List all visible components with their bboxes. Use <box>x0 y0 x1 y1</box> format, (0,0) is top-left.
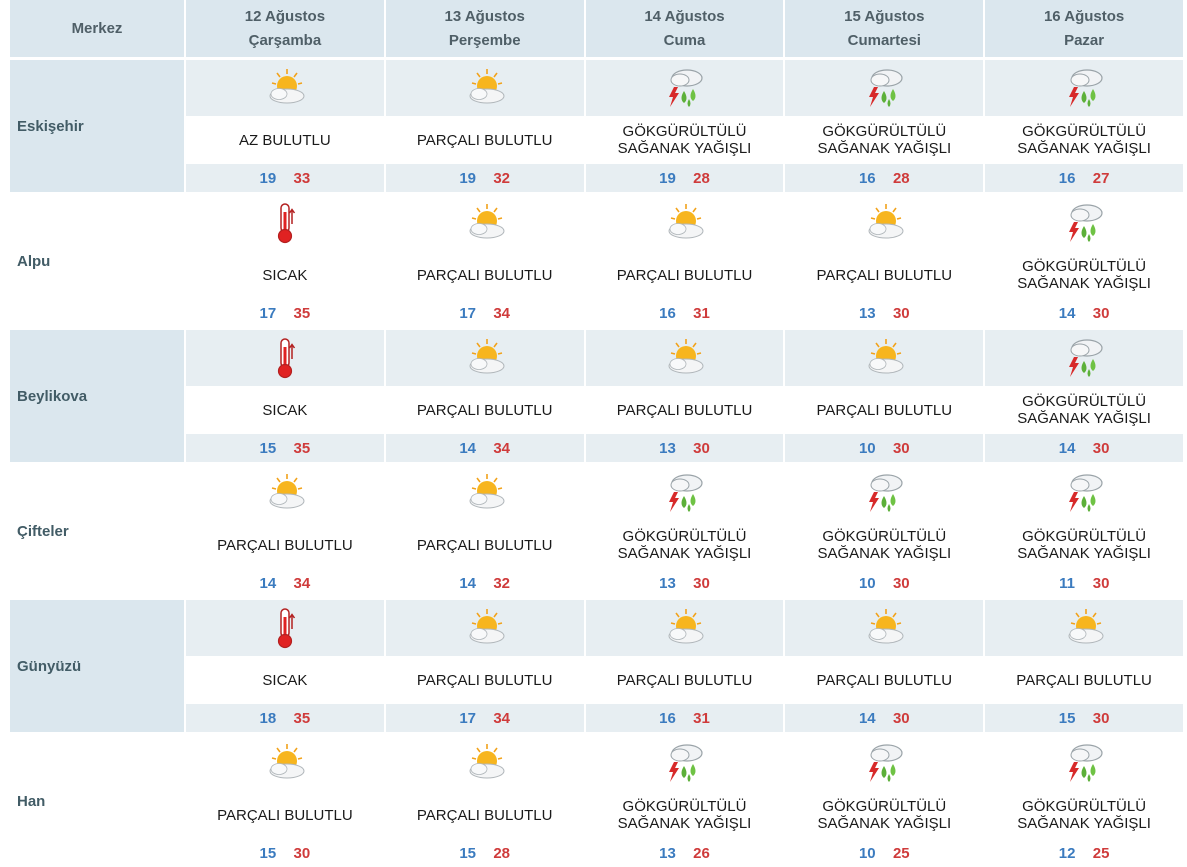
min-temp: 13 <box>659 844 676 862</box>
temperature-cell <box>985 434 1183 462</box>
max-temp: 33 <box>293 169 311 187</box>
min-temp: 10 <box>858 439 876 457</box>
weather-desc-line1: PARÇALI BULUTLU <box>816 671 953 689</box>
weather-description <box>586 116 784 164</box>
weather-desc-line2: SAĞANAK YAĞIŞLI <box>1017 815 1151 832</box>
forecast-body <box>10 60 1183 867</box>
max-temp: 35 <box>293 439 311 457</box>
forecast-temp-row <box>10 704 1183 732</box>
weather-desc-line1: PARÇALI BULUTLU <box>1016 671 1152 689</box>
weather-description <box>985 656 1183 704</box>
weather-desc-line1: PARÇALI BULUTLU <box>416 401 553 419</box>
forecast-icon-row <box>10 195 1183 251</box>
header-day-2 <box>386 0 584 60</box>
thermometer-hot-icon <box>261 335 309 381</box>
header-date: 14 Ağustos <box>644 7 725 25</box>
city-name: Günyüzü <box>10 600 184 732</box>
weather-desc-line1: GÖKGÜRÜLTÜLÜ <box>1022 123 1147 140</box>
min-temp: 14 <box>1058 439 1076 457</box>
min-temp: 10 <box>858 574 876 592</box>
temperature-cell <box>785 299 983 327</box>
thunderstorm-icon <box>860 65 908 111</box>
temperature-cell <box>586 299 784 327</box>
partly-cloudy-icon <box>261 470 309 516</box>
temperature-cell <box>785 434 983 462</box>
forecast-temp-row <box>10 299 1183 327</box>
min-temp: 10 <box>858 844 876 862</box>
temperature-cell <box>985 164 1183 192</box>
weather-desc-line1: PARÇALI BULUTLU <box>416 671 553 689</box>
partly-cloudy-icon <box>660 605 708 651</box>
max-temp: 28 <box>892 169 910 187</box>
max-temp: 30 <box>892 439 910 457</box>
partly-cloudy-icon <box>461 200 509 246</box>
forecast-icon-row <box>10 330 1183 386</box>
temperature-cell <box>186 569 384 597</box>
weather-desc-line1: GÖKGÜRÜLTÜLÜ <box>1022 798 1147 815</box>
temperature-cell <box>785 164 983 192</box>
weather-icon-cell <box>586 60 784 116</box>
weather-description <box>186 386 384 434</box>
max-temp: 30 <box>693 439 710 457</box>
weather-desc-line1: AZ BULUTLU <box>239 131 331 149</box>
max-temp: 30 <box>892 574 910 592</box>
weather-desc-line1: GÖKGÜRÜLTÜLÜ <box>822 123 947 140</box>
weather-desc-line1: SICAK <box>262 671 308 689</box>
weather-description <box>985 251 1183 299</box>
weather-description <box>785 251 983 299</box>
temperature-cell <box>186 434 384 462</box>
partly-cloudy-icon <box>461 65 509 111</box>
temperature-cell <box>586 704 784 732</box>
forecast-temp-row <box>10 164 1183 192</box>
max-temp: 30 <box>1092 304 1110 322</box>
city-name: Çifteler <box>17 522 69 540</box>
header-city-label: Merkez <box>10 0 184 60</box>
header-weekday: Cuma <box>663 31 706 49</box>
forecast-icon-row <box>10 735 1183 791</box>
thunderstorm-icon <box>1060 470 1108 516</box>
weather-desc-line1: GÖKGÜRÜLTÜLÜ <box>622 798 747 815</box>
max-temp: 34 <box>493 709 511 727</box>
max-temp: 27 <box>1092 169 1110 187</box>
min-temp: 14 <box>1058 304 1076 322</box>
weather-desc-line2: SAĞANAK YAĞIŞLI <box>1017 410 1151 427</box>
forecast-temp-row <box>10 839 1183 867</box>
min-temp: 17 <box>459 709 477 727</box>
weather-description <box>985 116 1183 164</box>
partly-cloudy-icon <box>660 335 708 381</box>
weather-icon-cell <box>586 465 784 521</box>
min-temp: 11 <box>1059 574 1076 592</box>
thunderstorm-icon <box>860 740 908 786</box>
weather-description <box>386 251 584 299</box>
thunderstorm-icon <box>1060 740 1108 786</box>
weather-icon-cell <box>785 735 983 791</box>
header-day-4 <box>785 0 983 60</box>
partly-cloudy-icon <box>261 740 309 786</box>
forecast-desc-row <box>10 521 1183 569</box>
weather-desc-line1: PARÇALI BULUTLU <box>217 536 353 554</box>
weather-desc-line2: SAĞANAK YAĞIŞLI <box>617 140 752 157</box>
weather-icon-cell <box>386 60 584 116</box>
forecast-desc-row <box>10 386 1183 434</box>
weather-description <box>586 251 784 299</box>
min-temp: 14 <box>459 574 477 592</box>
min-temp: 15 <box>459 844 477 862</box>
weather-desc-line1: PARÇALI BULUTLU <box>217 806 353 824</box>
min-temp: 16 <box>858 169 876 187</box>
weather-desc-line2: SAĞANAK YAĞIŞLI <box>1017 140 1151 157</box>
weather-desc-line2: SAĞANAK YAĞIŞLI <box>617 545 752 562</box>
header-weekday: Çarşamba <box>248 31 322 49</box>
min-temp: 16 <box>659 709 676 727</box>
weather-description <box>386 521 584 569</box>
weather-icon-cell <box>386 465 584 521</box>
weather-desc-line1: PARÇALI BULUTLU <box>616 266 753 284</box>
max-temp: 28 <box>493 844 511 862</box>
min-temp: 19 <box>459 169 477 187</box>
partly-cloudy-icon <box>461 740 509 786</box>
thunderstorm-icon <box>660 65 708 111</box>
weather-desc-line1: PARÇALI BULUTLU <box>416 266 553 284</box>
weather-description <box>186 656 384 704</box>
partly-cloudy-icon <box>860 335 908 381</box>
weather-desc-line1: PARÇALI BULUTLU <box>416 536 553 554</box>
weather-icon-cell <box>186 195 384 251</box>
partly-cloudy-icon <box>461 470 509 516</box>
weather-desc-line1: GÖKGÜRÜLTÜLÜ <box>1022 528 1147 545</box>
partly-cloudy-icon <box>860 200 908 246</box>
temperature-cell <box>586 164 784 192</box>
weather-icon-cell <box>586 195 784 251</box>
weather-description <box>186 791 384 839</box>
weather-icon-cell <box>586 600 784 656</box>
weather-icon-cell <box>985 195 1183 251</box>
weather-description <box>586 791 784 839</box>
temperature-cell <box>386 839 584 867</box>
weather-icon-cell <box>386 735 584 791</box>
temperature-cell <box>586 839 784 867</box>
weather-desc-line1: GÖKGÜRÜLTÜLÜ <box>622 123 747 140</box>
max-temp: 34 <box>293 574 311 592</box>
weather-description <box>785 386 983 434</box>
forecast-desc-row <box>10 116 1183 164</box>
weather-description <box>985 521 1183 569</box>
min-temp: 15 <box>259 844 277 862</box>
weather-desc-line1: GÖKGÜRÜLTÜLÜ <box>822 528 947 545</box>
forecast-temp-row <box>10 434 1183 462</box>
temperature-cell <box>785 569 983 597</box>
forecast-desc-row <box>10 251 1183 299</box>
weather-desc-line1: PARÇALI BULUTLU <box>416 806 553 824</box>
max-temp: 30 <box>892 709 910 727</box>
weather-desc-line1: PARÇALI BULUTLU <box>616 401 753 419</box>
max-temp: 25 <box>1092 844 1110 862</box>
weather-icon-cell <box>386 600 584 656</box>
header-weekday: Pazar <box>1064 31 1105 49</box>
min-temp: 14 <box>858 709 876 727</box>
max-temp: 35 <box>293 304 311 322</box>
weather-desc-line1: SICAK <box>262 266 308 284</box>
weather-desc-line2: SAĞANAK YAĞIŞLI <box>817 545 952 562</box>
temperature-cell <box>985 839 1183 867</box>
header-date: 12 Ağustos <box>244 7 326 25</box>
header-date: 16 Ağustos <box>1043 7 1125 25</box>
weather-icon-cell <box>985 735 1183 791</box>
min-temp: 17 <box>459 304 477 322</box>
forecast-icon-row <box>10 465 1183 521</box>
thermometer-hot-icon <box>261 200 309 246</box>
max-temp: 32 <box>493 574 511 592</box>
temperature-cell <box>586 569 784 597</box>
weather-icon-cell <box>386 195 584 251</box>
weather-icon-cell <box>785 195 983 251</box>
weather-desc-line1: PARÇALI BULUTLU <box>816 401 953 419</box>
city-name: Beylikova <box>10 330 184 462</box>
weather-description <box>586 386 784 434</box>
weather-desc-line2: SAĞANAK YAĞIŞLI <box>1017 275 1151 292</box>
weather-desc-line1: GÖKGÜRÜLTÜLÜ <box>822 798 947 815</box>
min-temp: 19 <box>659 169 676 187</box>
max-temp: 30 <box>693 574 710 592</box>
thermometer-hot-icon <box>261 605 309 651</box>
weather-description <box>785 656 983 704</box>
min-temp: 15 <box>259 439 277 457</box>
weather-description <box>386 791 584 839</box>
temperature-cell <box>386 434 584 462</box>
min-temp: 15 <box>1058 709 1076 727</box>
header-day-5 <box>985 0 1183 60</box>
max-temp: 30 <box>1092 574 1110 592</box>
weather-desc-line1: GÖKGÜRÜLTÜLÜ <box>1022 393 1147 410</box>
min-temp: 13 <box>858 304 876 322</box>
header-weekday: Cumartesi <box>847 31 921 49</box>
min-temp: 13 <box>659 439 676 457</box>
thunderstorm-icon <box>1060 200 1108 246</box>
weather-desc-line1: GÖKGÜRÜLTÜLÜ <box>1022 258 1147 275</box>
min-temp: 16 <box>1058 169 1076 187</box>
max-temp: 30 <box>892 304 910 322</box>
weather-desc-line1: SICAK <box>262 401 308 419</box>
forecast-table <box>8 0 1185 867</box>
forecast-desc-row <box>10 791 1183 839</box>
max-temp: 31 <box>693 709 710 727</box>
temperature-cell <box>985 704 1183 732</box>
max-temp: 31 <box>693 304 710 322</box>
partly-cloudy-icon <box>461 335 509 381</box>
weather-icon-cell <box>985 600 1183 656</box>
thunderstorm-icon <box>660 740 708 786</box>
weather-icon-cell <box>985 330 1183 386</box>
city-name: Eskişehir <box>10 60 184 192</box>
min-temp: 14 <box>259 574 277 592</box>
weather-description <box>985 791 1183 839</box>
weather-icon-cell <box>386 330 584 386</box>
forecast-desc-row <box>10 656 1183 704</box>
min-temp: 16 <box>659 304 676 322</box>
max-temp: 28 <box>693 169 710 187</box>
partly-cloudy-icon <box>660 200 708 246</box>
weather-icon-cell <box>785 330 983 386</box>
weather-icon-cell <box>785 600 983 656</box>
temperature-cell <box>785 704 983 732</box>
weather-description <box>785 791 983 839</box>
weather-icon-cell <box>186 735 384 791</box>
weather-desc-line1: GÖKGÜRÜLTÜLÜ <box>622 528 747 545</box>
temperature-cell <box>186 164 384 192</box>
forecast-table-container <box>10 0 1187 867</box>
weather-description <box>386 656 584 704</box>
weather-icon-cell <box>985 465 1183 521</box>
thunderstorm-icon <box>860 470 908 516</box>
thunderstorm-icon <box>660 470 708 516</box>
weather-desc-line2: SAĞANAK YAĞIŞLI <box>617 815 752 832</box>
weather-description <box>186 116 384 164</box>
weather-description <box>586 521 784 569</box>
temperature-cell <box>186 299 384 327</box>
weather-icon-cell <box>785 60 983 116</box>
max-temp: 32 <box>493 169 511 187</box>
weather-description <box>386 116 584 164</box>
temperature-cell <box>386 299 584 327</box>
max-temp: 30 <box>1092 709 1110 727</box>
weather-icon-cell <box>785 465 983 521</box>
thunderstorm-icon <box>1060 65 1108 111</box>
temperature-cell <box>785 839 983 867</box>
weather-icon-cell <box>186 465 384 521</box>
temperature-cell <box>386 164 584 192</box>
temperature-cell <box>386 569 584 597</box>
forecast-icon-row <box>10 600 1183 656</box>
weather-desc-line2: SAĞANAK YAĞIŞLI <box>817 140 952 157</box>
min-temp: 18 <box>259 709 277 727</box>
max-temp: 26 <box>693 844 710 862</box>
weather-icon-cell <box>186 600 384 656</box>
forecast-icon-row <box>10 60 1183 116</box>
header-weekday: Perşembe <box>448 31 521 49</box>
weather-desc-line1: PARÇALI BULUTLU <box>816 266 953 284</box>
weather-description <box>586 656 784 704</box>
max-temp: 35 <box>293 709 311 727</box>
min-temp: 13 <box>659 574 676 592</box>
forecast-temp-row <box>10 569 1183 597</box>
temperature-cell <box>186 704 384 732</box>
weather-desc-line1: PARÇALI BULUTLU <box>416 131 553 149</box>
header-day-1 <box>186 0 384 60</box>
header-day-3 <box>586 0 784 60</box>
weather-desc-line2: SAĞANAK YAĞIŞLI <box>1017 545 1151 562</box>
min-temp: 17 <box>259 304 277 322</box>
partly-cloudy-icon <box>860 605 908 651</box>
city-name: Han <box>17 792 46 810</box>
city-name: Alpu <box>17 252 51 270</box>
weather-desc-line1: PARÇALI BULUTLU <box>616 671 753 689</box>
temperature-cell <box>586 434 784 462</box>
partly-cloudy-icon <box>461 605 509 651</box>
temperature-cell <box>386 704 584 732</box>
max-temp: 34 <box>493 304 511 322</box>
max-temp: 25 <box>892 844 910 862</box>
weather-icon-cell <box>186 60 384 116</box>
weather-description <box>785 116 983 164</box>
min-temp: 12 <box>1058 844 1076 862</box>
min-temp: 14 <box>459 439 477 457</box>
weather-icon-cell <box>586 330 784 386</box>
weather-icon-cell <box>985 60 1183 116</box>
min-temp: 19 <box>259 169 277 187</box>
weather-description <box>785 521 983 569</box>
thunderstorm-icon <box>1060 335 1108 381</box>
weather-desc-line2: SAĞANAK YAĞIŞLI <box>817 815 952 832</box>
temperature-cell <box>985 569 1183 597</box>
weather-description <box>985 386 1183 434</box>
max-temp: 30 <box>293 844 311 862</box>
temperature-cell <box>186 839 384 867</box>
weather-icon-cell <box>586 735 784 791</box>
header-date: 15 Ağustos <box>844 7 925 25</box>
max-temp: 30 <box>1092 439 1110 457</box>
weather-description <box>386 386 584 434</box>
weather-icon-cell <box>186 330 384 386</box>
temperature-cell <box>985 299 1183 327</box>
header-date: 13 Ağustos <box>444 7 525 25</box>
partly-cloudy-icon <box>1060 605 1108 651</box>
weather-description <box>186 521 384 569</box>
header-row <box>10 0 1183 60</box>
partly-cloudy-icon <box>261 65 309 111</box>
max-temp: 34 <box>493 439 511 457</box>
weather-description <box>186 251 384 299</box>
